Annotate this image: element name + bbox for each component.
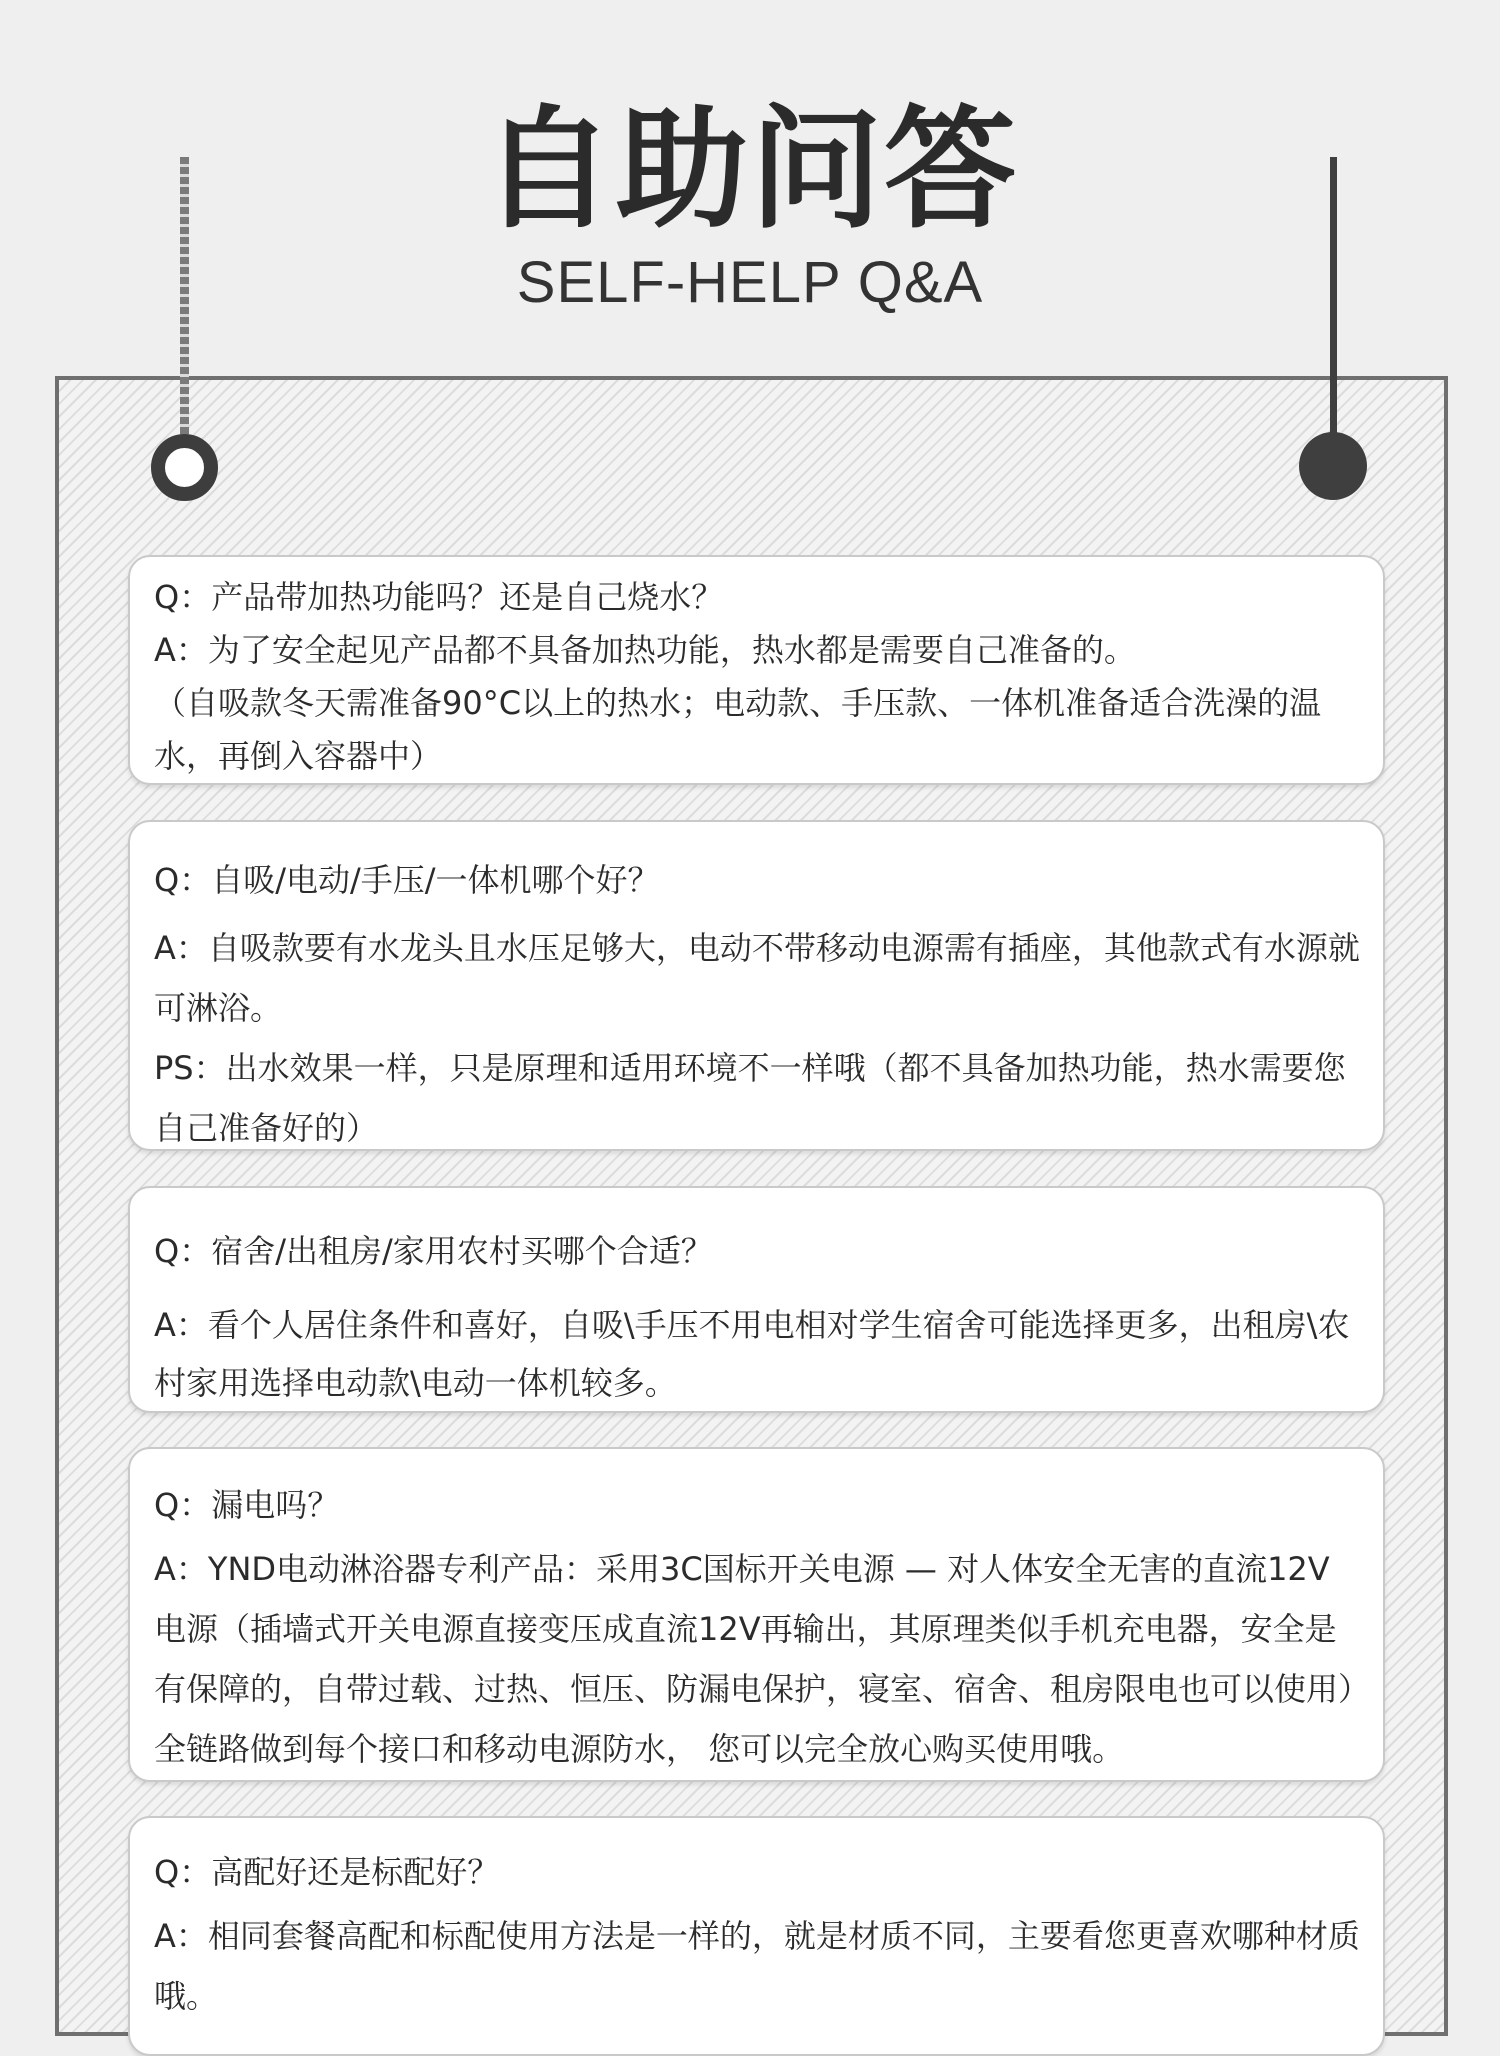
question-text: Q：自吸/电动/手压/一体机哪个好？ [154, 861, 660, 899]
question-text: Q：漏电吗？ [154, 1486, 340, 1524]
left-ring-hook [151, 434, 218, 501]
answer-note: （自吸款冬天需准备90°C以上的热水；电动款、手压款、一体机准备适合洗澡的温水，再倒入容器中） [154, 684, 1322, 775]
question-text: Q：产品带加热功能吗？还是自己烧水？ [154, 578, 724, 616]
qa-card-config [128, 1816, 1385, 2056]
answer-text: A：YND电动淋浴器专利产品：采用3C国标开关电源 — 对人体安全无害的直流12V电源（插墙式开关电源直接变压成直流12V再输出，其原理类似手机充电器，安全是有保障的，自带过载、过热、恒压、防漏电保护，寝室、宿舍、租房限电也可以使用）全链路做到每个接口和移动电源防水， 您可以完全放心购买使用哦。 [154, 1550, 1355, 1768]
qa-card-heating [128, 555, 1385, 785]
question-text: Q：高配好还是标配好？ [154, 1853, 500, 1891]
qa-card-electric-leak [128, 1447, 1385, 1782]
answer-text: A：相同套餐高配和标配使用方法是一样的，就是材质不同，主要看您更喜欢哪种材质哦。 [154, 1917, 1360, 2015]
answer-text: A：为了安全起见产品都不具备加热功能，热水都是需要自己准备的。 [154, 631, 1136, 669]
page-subtitle: SELF-HELP Q&A [516, 250, 984, 315]
right-pin-hook [1299, 432, 1367, 500]
answer-text: A：看个人居住条件和喜好，自吸\手压不用电相对学生宿舍可能选择更多，出租房\农村家用选择电动款\电动一体机较多。 [154, 1306, 1350, 1402]
qa-card-model-compare [128, 820, 1385, 1151]
left-hanging-rope [180, 157, 189, 439]
question-text: Q：宿舍/出租房/家用农村买哪个合适？ [154, 1232, 713, 1270]
qa-card-usage-scenario [128, 1186, 1385, 1413]
right-hanging-rope [1330, 157, 1337, 442]
page-title: 自助问答 [482, 93, 1018, 247]
answer-text: A：自吸款要有水龙头且水压足够大，电动不带移动电源需有插座，其他款式有水源就可淋浴。 [154, 929, 1360, 1027]
answer-note: PS：出水效果一样，只是原理和适用环境不一样哦（都不具备加热功能，热水需要您自己准备好的） [154, 1049, 1346, 1147]
